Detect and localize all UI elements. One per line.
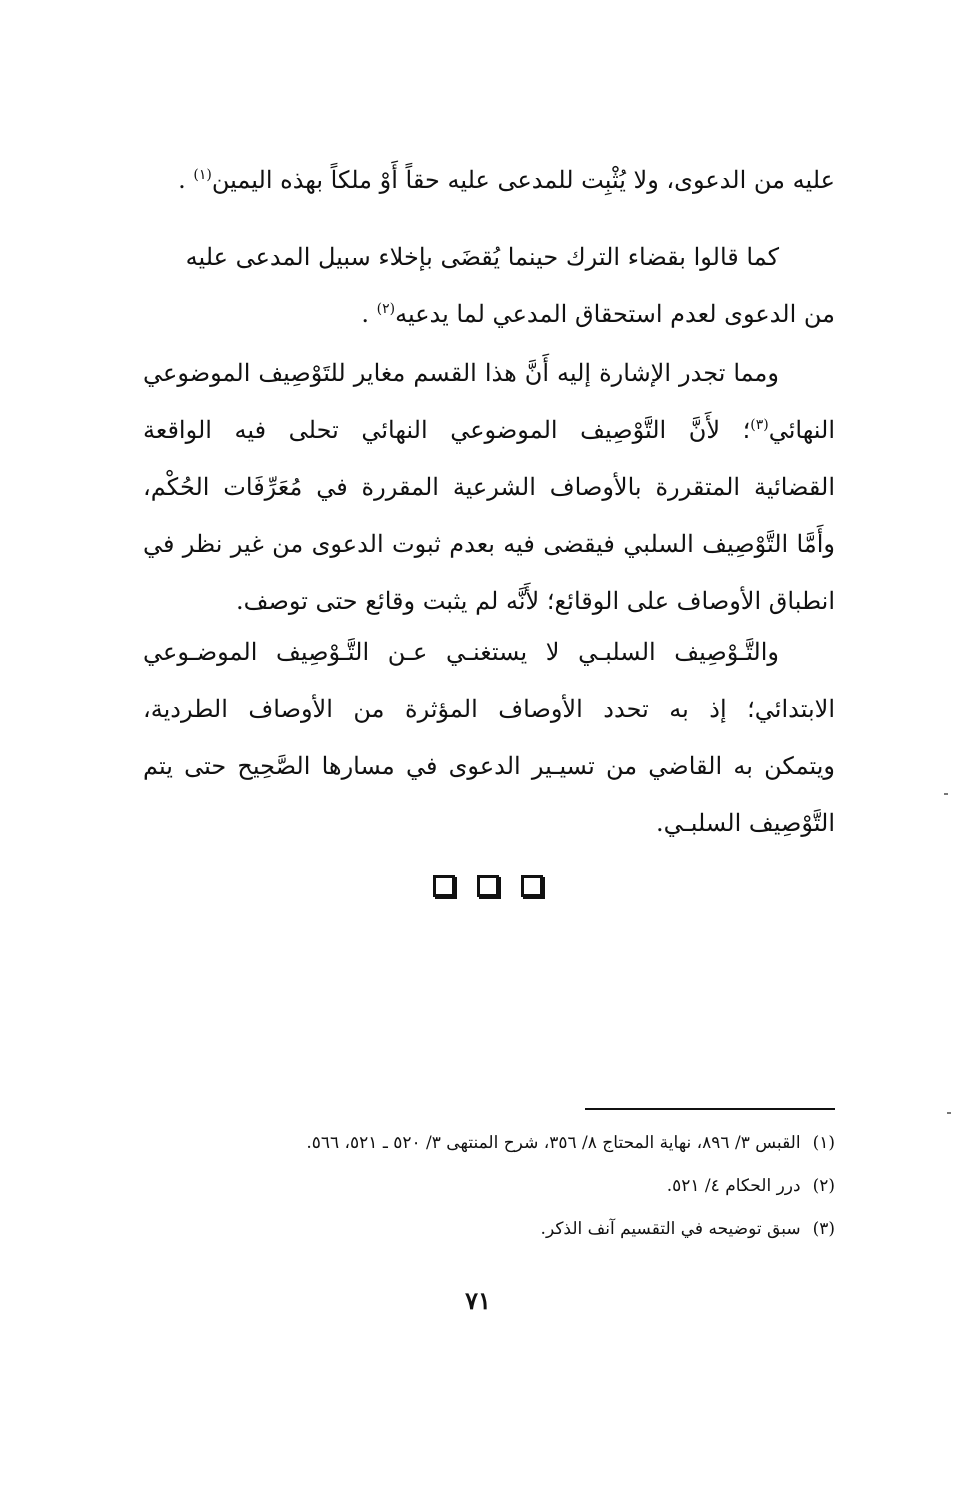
text-line: انطباق الأوصاف على الوقائع؛ لأَنَّه لم يثبت وقائع حتى توصف. xyxy=(236,587,835,615)
footnote-text: درر الحكام ٤/ ٥٢١. xyxy=(666,1176,801,1196)
square-ornament-icon xyxy=(521,875,543,897)
section-divider-ornament xyxy=(433,872,543,900)
footnotes xyxy=(143,1122,835,1251)
footnote-ref-1[interactable]: (١) xyxy=(193,167,212,183)
text-line: وأَمَّا التَّوْصِيف السلبي فيقضى فيه بعدم ثبوت الدعوى من غير نظر في xyxy=(143,530,835,558)
footnote-3 xyxy=(143,1208,835,1251)
footnote-number: (٣) xyxy=(812,1219,835,1239)
text-line: من الدعوى لعدم استحقاق المدعي لما يدعيه$^{(٢)}$ . xyxy=(361,300,835,328)
text-line: عليه من الدعوى، ولا يُثْبِت للمدعى عليه حقاً أَوْ ملكاً بهذه اليمين$^{(١)}$ . xyxy=(178,166,835,194)
footnote-text: القبس ٣/ ٨٩٦، نهاية المحتاج ٨/ ٣٥٦، شرح المنتهى ٣/ ٥٢٠ ـ ٥٢١، ٥٦٦. xyxy=(306,1133,801,1153)
footnote-ref-2[interactable]: (٢) xyxy=(376,301,396,317)
footnote-2 xyxy=(143,1165,835,1208)
paragraph-4 xyxy=(143,624,835,852)
paragraph-3 xyxy=(143,345,835,630)
scan-speck xyxy=(947,1112,951,1114)
text-line: ويتمكن به القاضي من تسيـير الدعوى في مسارها الصَّحِيح حتى يتم xyxy=(143,752,835,780)
footnote-text: سبق توضيحه في التقسيم آنف الذكر. xyxy=(540,1219,801,1239)
footnote-number: (٢) xyxy=(812,1176,835,1196)
text-line: ومما تجدر الإشارة إليه أَنَّ هذا القسم مغاير للتَوْصِيف الموضوعي xyxy=(143,359,779,387)
page-number: ٧١ xyxy=(465,1286,491,1315)
text-line: النهائي$^{(٣)}$؛ لأَنَّ التَّوْصِيف الموضوعي النهائي تحلى فيه الواقعة xyxy=(143,416,835,444)
square-ornament-icon xyxy=(477,875,499,897)
footnote-separator xyxy=(585,1108,835,1110)
paragraph-1 xyxy=(143,152,835,209)
text-line: والتَّـوْصِيف السلبـي لا يستغنـي عـن التَّـوْصِيف الموضـوعي xyxy=(143,638,779,666)
footnote-1 xyxy=(143,1122,835,1165)
text-line: الابتدائي؛ إذ به تحدد الأوصاف المؤثرة من الأوصاف الطردية، xyxy=(143,695,835,723)
text-line: كما قالوا بقضاء الترك حينما يُقضَى بإخلاء سبيل المدعى عليه xyxy=(185,243,779,271)
scan-speck xyxy=(944,793,948,795)
footnote-ref-3[interactable]: (٣) xyxy=(750,417,769,433)
text-line: التَّوْصِيف السلبـي. xyxy=(656,809,835,837)
paragraph-2 xyxy=(143,229,835,343)
text-line: القضائية المتقررة بالأوصاف الشرعية المقررة في مُعَرِّفَات الحُكْم، xyxy=(143,473,835,501)
footnote-number: (١) xyxy=(812,1133,835,1153)
square-ornament-icon xyxy=(433,875,455,897)
